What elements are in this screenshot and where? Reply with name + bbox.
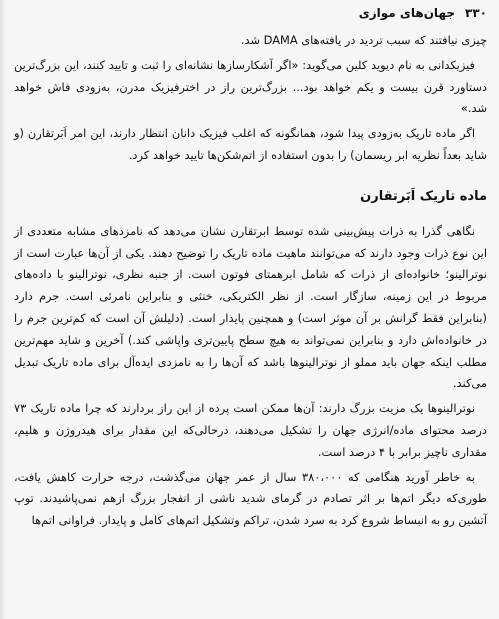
paragraph: نوترالینوها یک مزیت بزرگ دارند: آن‌ها ممکن است پرده از این راز بردارند که چرا ماده تاریک ۷۳ درصد محتوای ماده/انرژی جهان را تشکیل می‌دهند، درحالی‌که این مقدار برای هیدروژن و هلیم، مقداری ناچیز برابر با ۴ درصد است. (14, 401, 487, 459)
paragraph: به خاطر آورید هنگامی که ۳۸۰،۰۰۰ سال از عمر جهان می‌گذشت، درجه حرارت کاهش یافت، طوری‌که دیگر اتم‌ها بر اثر تصادم در گرمای شدید ناشی از انفجار بزرگ ازهم نمی‌پاشیدند. توپ آتشین رو به انبساط شروع کرد به سرد شدن، تراکم وتشکیل اتم‌های کامل و پایدار. فراوانی اتم‌ها (14, 469, 487, 528)
paragraph-quote: فیزیکدانی به نام دیوید کلین می‌گوید: «اگر آشکارسازها نشانه‌ای را ثبت و تایید کنند، این بزرگ‌ترین دستاورد قرن بیست و یکم خواهد بود... بزرگ‌ترین راز در اخترفیزیک مدرن، به‌زودی فاش خواهد شد.» (14, 57, 487, 116)
section-heading: ماده تاریک اَبَرتقارن (360, 188, 487, 204)
paragraph: اگر ماده تاریک به‌زودی پیدا شود، همانگونه که اغلب فیزیک دانان انتظار دارند، این امر اَبَرتقارن (و شاید بعداً نظریه ابر ریسمان) را بدون استفاده از اتم‌شکن‌ها تایید خواهد کرد. (14, 126, 487, 162)
paragraph: نگاهی گذرا به ذرات پیش‌بینی شده توسط ابرتقارن نشان می‌دهد که نامزدهای مشابه متعددی از این نوع ذرات وجود دارند که می‌توانند ماهیت ماده تاریک را توضیح دهند. یکی از آن‌ها عبارت است از نوترالینو؛ خانواده‌ای از ذرات که شامل ابرهمتای فوتون است. از جنبه نظری، نوترالینو با داده‌های مربوط در این زمینه، سازگار است. از نظر الکتریکی، خنثی و بنابراین نامرئی است. جرم دارد (بنابراین فقط گرانش بر آن موثر است) و همچنین پایدار است. (دلیلش آن است که کم‌ترین جرم را در خانواده‌اش دارد و بنابراین نمی‌تواند به هیچ سطح پایین‌تری واپاشی کند.) آخرین و شاید مهم‌ترین مطلب اینکه جهان باید مملو از نوترالینوها باشد که آن‌ها را به نامزدی ایده‌آل برای ماده تاریک تبدیل می‌کند. (14, 223, 487, 391)
page-header (359, 6, 487, 20)
running-title: جهان‌های موازی (358, 6, 456, 20)
paragraph: چیزی نیافتند که سبب تردید در یافته‌های DAMA شد. (240, 33, 487, 47)
scan-edge-shadow (0, 0, 6, 619)
body-text (14, 30, 487, 535)
page-number: ۳۳۰ (465, 6, 487, 20)
